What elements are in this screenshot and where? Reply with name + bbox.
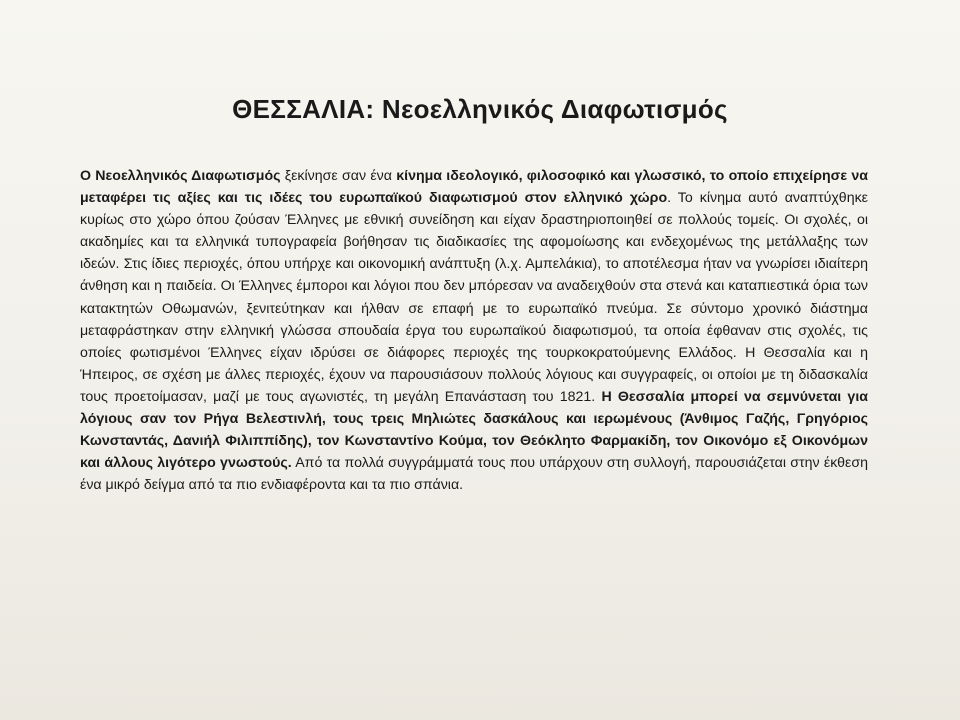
text-run: Ο Νεοελληνικός Διαφωτισμός (80, 168, 281, 184)
text-run: Από τα πολλά συγγράμματά τους που υπάρχουν στη συλλογή, παρουσιάζεται στην έκθεση ένα μικρό δείγμα από τα πιο ενδιαφέροντα και τα πιο σπάνια. (80, 455, 868, 494)
slide-title: ΘΕΣΣΑΛΙΑ: Νεοελληνικός Διαφωτισμός (232, 94, 728, 124)
body-paragraph (80, 165, 868, 496)
text-run: κίνημα ιδεολογικό, φιλοσοφικό και γλωσσικό, το οποίο επιχείρησε να μεταφέρει τις αξίες και τις ιδέες του ευρωπαϊκού διαφωτισμού στον ελληνικό χώρο (80, 168, 868, 207)
text-run: ξεκίνησε σαν ένα (280, 168, 397, 184)
text-run: . Το κίνημα αυτό αναπτύχθηκε κυρίως στο χώρο όπου ζούσαν Έλληνες με εθνική συνείδηση και είχαν δραστηριοποιηθεί σε πολλούς τομείς. Οι σχολές, οι ακαδημίες και τα ελληνικά τυπογραφεία βοήθησαν τις διαδικασίες της αφομοίωσης και ενδεχομένως της μετάλλαξης των ιδεών. Στις ίδιες περιοχές, όπου υπήρχε και οικονομική ανάπτυξη (λ.χ. Αμπελάκια), το αποτέλεσμα ήταν να γνωρίσει ιδιαίτερη άνθηση και η παιδεία. Οι Έλληνες έμποροι και λόγιοι που δεν μπόρεσαν να αναδειχθούν στα στενά και καταπιεστικά όρια των κατακτητών Οθωμανών, ξενιτεύτηκαν και ήλθαν σε επαφή με το ευρωπαϊκό πνεύμα. Σε σύντομο χρονικό διάστημα μεταφράστηκαν στην ελληνική γλώσσα σπουδαία έργα του ευρωπαϊκού διαφωτισμού, τα οποία έφθαναν στις σχολές, τις οποίες φωτισμένοι Έλληνες είχαν ιδρύσει σε διάφορες περιοχές της τουρκοκρατούμενης Ελλάδος. Η Θεσσαλία και η Ήπειρος, σε σχέση με άλλες περιοχές, έχουν να παρουσιάσουν πολλούς λόγιους και συγγραφείς, οι οποίοι με τη διδασκαλία τους προετοίμασαν, μαζί με τους αγωνιστές, τη μεγάλη Επανάσταση του 1821. (80, 190, 869, 405)
text-run: Η Θεσσαλία μπορεί να σεμνύνεται για λόγιους σαν τον Ρήγα Βελεστινλή, τους τρεις Μηλιώτες δασκάλους και ιερωμένους (Άνθιμος Γαζής, Γρηγόριος Κωνσταντάς, Δανιήλ Φιλιππίδης), τον Κωνσταντίνο Κούμα, τον Θεόκλητο Φαρμακίδη, τον Οικονόμο εξ Οικονόμων και άλλους λιγότερο γνωστούς. (80, 388, 868, 472)
